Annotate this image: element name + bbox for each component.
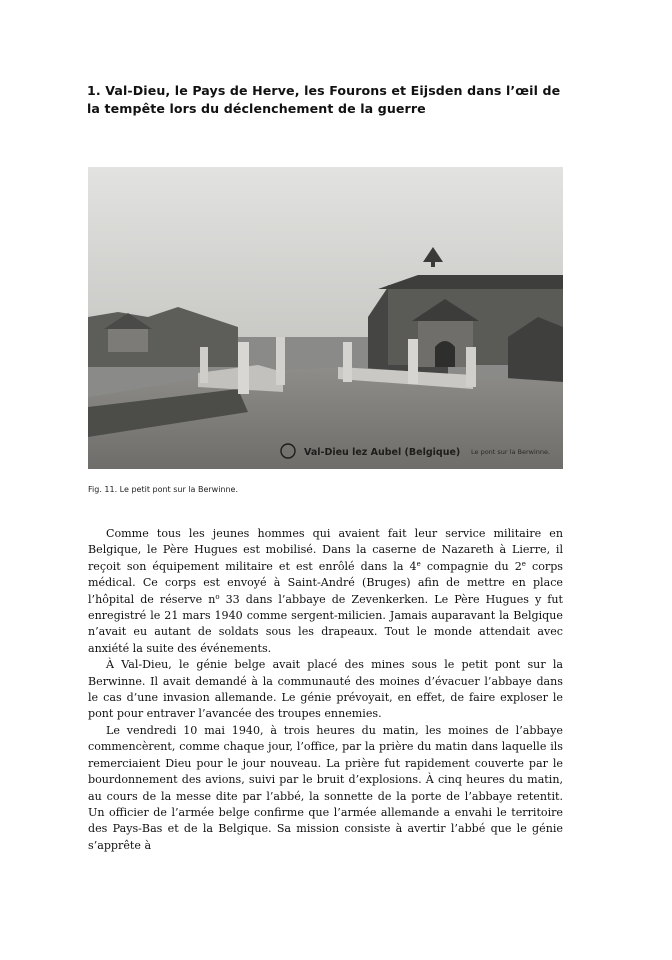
paragraph-2: À Val-Dieu, le génie belge avait placé des mines sous le petit pont sur la Berwinne. Il avait demandé à la communauté des moines d’évacuer l’abbaye dans le cas d’une invasion allemande. Le génie prévoyait, en effet, de faire exploser le pont pour entraver l’avancée des troupes ennemies. bbox=[88, 658, 563, 721]
body-text bbox=[88, 526, 563, 854]
photo-caption-left: Val-Dieu lez Aubel (Belgique) bbox=[304, 447, 461, 458]
bridge-photo bbox=[88, 167, 563, 469]
chapter-title: 1. Val-Dieu, le Pays de Herve, les Fourons et Eijsden dans l’œil de la tempête lors du déclenchement de la guerre bbox=[87, 83, 561, 116]
figure-caption: Fig. 11. Le petit pont sur la Berwinne. bbox=[88, 485, 239, 494]
paragraph-1: Comme tous les jeunes hommes qui avaient fait leur service militaire en Belgique, le Père Hugues est mobilisé. Dans la caserne de Nazareth à Lierre, il reçoit son équipement militaire et est enrôlé dans la 4e compagnie du 2e corps médical. Ce corps est envoyé à Saint-André (Bruges) afin de mettre en place l’hôpital de réserve $n^o$ 33 dans l’abbaye de Zevenkerken. Le Père Hugues y fut enregistré le 21 mars 1940 comme sergent-milicien. Jamais auparavant la Belgique n’avait eu autant de soldats sous les drapeaux. Tout le monde attendait avec anxiété la suite des événements. bbox=[88, 527, 563, 655]
photo-caption-right: Le pont sur la Berwinne. bbox=[471, 448, 551, 456]
paragraph-3: Le vendredi 10 mai 1940, à trois heures du matin, les moines de l’abbaye commencèrent, comme chaque jour, l’office, par la prière du matin dans laquelle ils remerciaient Dieu pour le jour nouveau. La prière fut rapidement couverte par le bourdonnement des avions, suivi par le bruit d’explosions. À cinq heures du matin, au cours de la messe dite par l’abbé, la sonnette de la porte de l’abbaye retentit. Un officier de l’armée belge confirme que l’armée allemande a envahi le territoire des Pays-Bas et de la Belgique. Sa mission consiste à avertir l’abbé que le génie s’apprête à bbox=[88, 723, 563, 852]
